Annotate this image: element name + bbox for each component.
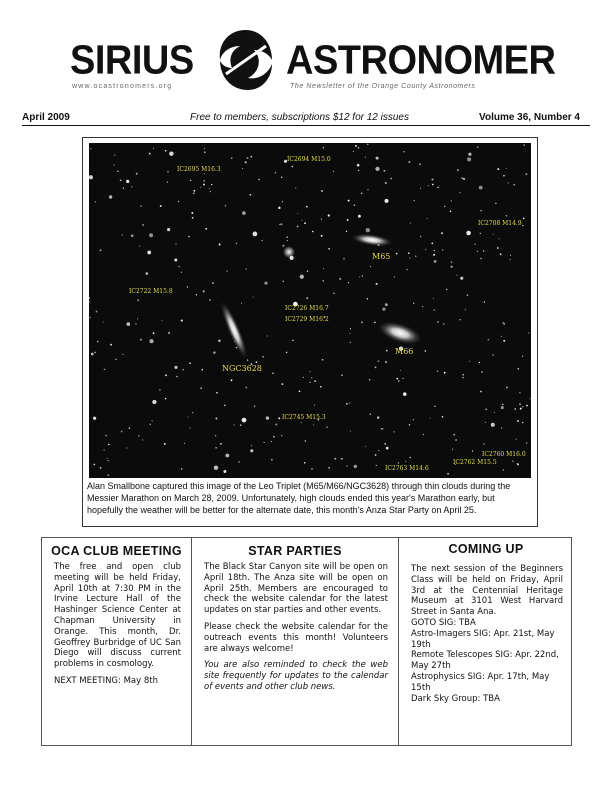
label-ic2763: IC2763 M14.6 xyxy=(385,465,429,472)
star-parties-paragraph-1: The Black Star Canyon site will be open on April 18th. The Anza site will be open on April 25th. Members are encouraged to check the website calendar for the latest updates on star parties and other events. xyxy=(204,562,388,616)
label-ic2695: IC2695 M16.3 xyxy=(177,166,221,173)
subscription-info: Free to members, subscriptions $12 for 12 issues xyxy=(190,112,409,123)
club-logo-icon xyxy=(210,24,282,96)
label-ic2762: IC2762 M15.5 xyxy=(453,459,497,466)
star-parties-paragraph-3: You are also reminded to check the web site frequently for updates to the calendar of events and other club news. xyxy=(204,660,388,692)
label-ic2694: IC2694 M15.0 xyxy=(287,156,331,163)
coming-up-heading: COMING UP xyxy=(448,542,524,556)
star-field xyxy=(89,143,531,478)
masthead-title-left: SIRIUS xyxy=(70,38,194,84)
label-ic2729: IC2729 M16.2 xyxy=(285,316,329,323)
label-ngc3628: NGC3628 xyxy=(222,364,262,373)
label-ic2745: IC2745 M15.3 xyxy=(282,414,326,421)
label-m66: M66 xyxy=(395,347,414,356)
remote-telescopes-sig: Remote Telescopes SIG: Apr. 22nd, May 27th xyxy=(411,650,559,672)
info-boxes xyxy=(41,537,572,746)
star-parties-column xyxy=(191,538,399,745)
label-ic2726: IC2726 M16.7 xyxy=(285,305,329,312)
goto-sig: GOTO SIG: TBA xyxy=(411,617,476,628)
label-ic2708: IC2708 M14.9 xyxy=(478,220,522,227)
leo-triplet-photo xyxy=(89,143,531,478)
label-ic2722: IC2722 M15.8 xyxy=(129,288,173,295)
photo-caption: Alan Smallbone captured this image of the Leo Triplet (M65/M66/NGC3628) through thin clouds during the Messier Marathon on March 28, 2009. Unfortunately, high clouds ended this year's Marathon early, but hopefully the weather will be better for the alternate date, this month's Anza Star Party on April 25. xyxy=(87,481,511,515)
next-meeting: NEXT MEETING: May 8th xyxy=(54,675,158,686)
masthead-title-right: ASTRONOMER xyxy=(286,38,556,84)
masthead xyxy=(0,0,612,110)
dark-sky-group: Dark Sky Group: TBA xyxy=(411,693,500,704)
star-parties-paragraph-2: Please check the website calendar for the outreach events this month! Volunteers are always welcome! xyxy=(204,621,388,654)
galaxy-ngc3628 xyxy=(216,297,253,362)
website-url[interactable]: www.ocastronomers.org xyxy=(72,83,173,90)
label-ic2760: IC2760 M16.0 xyxy=(482,451,526,458)
masthead-tagline: The Newsletter of the Orange County Astronomers xyxy=(290,83,476,90)
club-meeting-heading: OCA CLUB MEETING xyxy=(51,544,182,558)
club-meeting-text: The free and open club meeting will be held Friday, April 10th at 7:30 PM in the Irvine Lecture Hall of the Hashinger Science Center at Chapman University in Orange. This month, Dr. Geoffrey Burbridge of UC San Diego will discuss current problems in cosmology. xyxy=(54,562,181,670)
label-m65: M65 xyxy=(372,252,391,261)
issue-date: April 2009 xyxy=(22,112,70,123)
beginners-class: The next session of the Beginners Class will be held on Friday, April 3rd at the Centennial Heritage Museum at 3101 West Harvard Street in Santa Ana. xyxy=(411,564,563,618)
coming-up-column xyxy=(399,538,573,745)
astrophysics-sig: Astrophysics SIG: Apr. 17th, May 15th xyxy=(411,671,550,693)
galaxy-m66 xyxy=(374,316,426,350)
issue-info-bar xyxy=(22,112,590,124)
cover-photo-frame xyxy=(82,137,538,527)
galaxy-m65 xyxy=(349,231,394,249)
volume-number: Volume 36, Number 4 xyxy=(479,112,580,123)
astro-imagers-sig: Astro-Imagers SIG: Apr. 21st, May 19th xyxy=(411,628,555,650)
star-parties-heading: STAR PARTIES xyxy=(248,544,342,558)
club-meeting-column xyxy=(42,538,191,745)
bright-star xyxy=(283,246,295,258)
header-rule xyxy=(22,125,590,126)
